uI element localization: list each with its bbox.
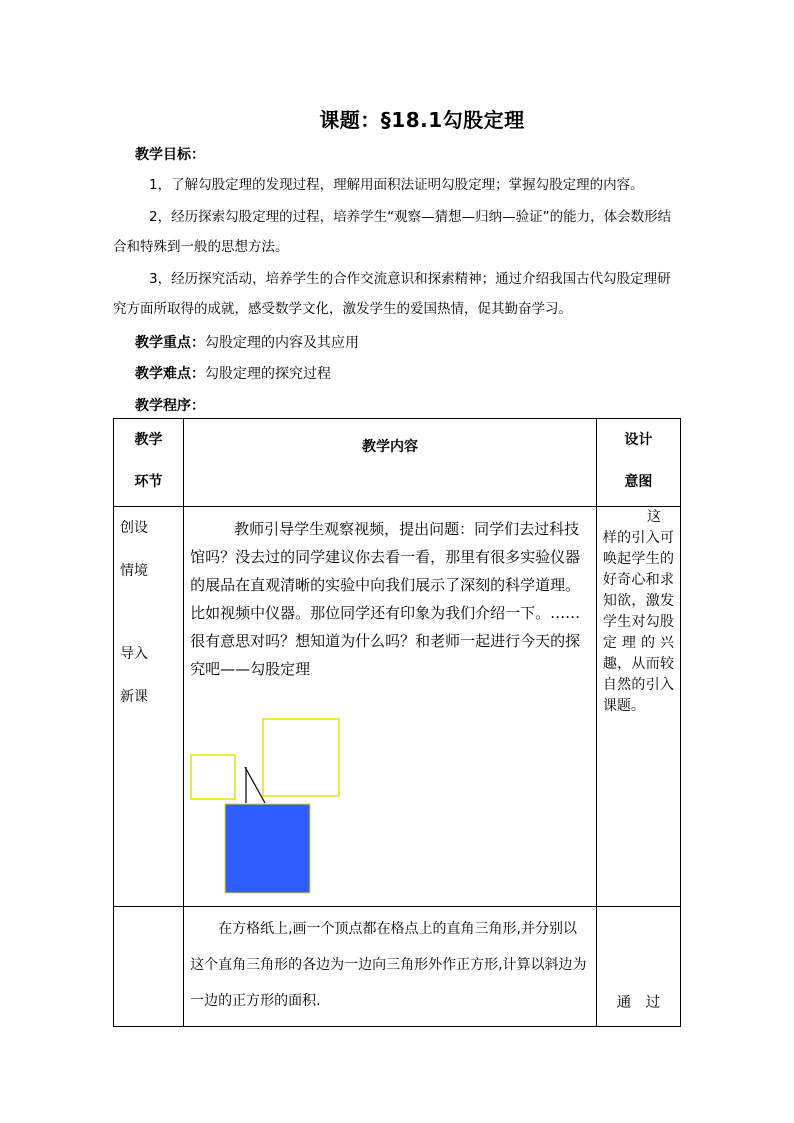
header-design <box>596 419 680 507</box>
difficulty-value: 勾股定理的探究过程 <box>205 366 331 382</box>
header-stage-line2: 环节 <box>134 474 163 490</box>
key-point-value: 勾股定理的内容及其应用 <box>205 335 359 351</box>
objective-2: 2，经历探索勾股定理的过程，培养学生“观察—猜想—归纳—验证”的能力，体会数形结合和特殊到一般的思想方法。 <box>113 209 672 255</box>
difficulty <box>135 363 331 383</box>
design-cell-2: 通 过 <box>596 907 680 1027</box>
table-row <box>114 907 681 1027</box>
blue-square <box>225 804 310 893</box>
content-text: 教师引导学生观察视频，提出问题：同学们去过科技馆吗？没去过的同学建议你去看一看，那里有很多实验仪器的展品在直观清晰的实验中向我们展示了深刻的科学道理。比如视频中仪器。那位同学还有印象为我们介绍一下。…… 很有意思对吗？想知道为什么吗？和老师一起进行今天的探究吧——勾股定理 <box>190 520 581 678</box>
key-point <box>135 332 359 352</box>
header-design-line2: 意图 <box>624 474 653 490</box>
stage-line: 情境 <box>120 563 148 579</box>
content-cell <box>184 507 597 907</box>
stage-cell-empty <box>114 907 184 1027</box>
header-design-line1: 设计 <box>624 432 653 448</box>
stage-line: 新课 <box>120 689 148 705</box>
objective-1: 1，了解勾股定理的发现过程，理解用面积法证明勾股定理；掌握勾股定理的内容。 <box>149 177 644 193</box>
header-stage <box>114 419 184 507</box>
difficulty-label: 教学难点： <box>135 366 205 382</box>
small-square <box>191 755 235 799</box>
page-title: 课题：§18.1勾股定理 <box>319 108 525 132</box>
header-stage-line1: 教学 <box>134 432 163 448</box>
design-text: 这样的引入可唤起学生的好奇心和求知欲，激发学生对勾股定理的兴趣，从而较自然的引入课题。 <box>602 509 674 714</box>
procedure-heading: 教学程序： <box>135 398 205 414</box>
large-square <box>263 719 339 796</box>
squares-figure <box>188 717 348 907</box>
stage-cell <box>114 507 184 907</box>
table-header-row <box>114 419 681 507</box>
stage-line: 导入 <box>120 646 148 662</box>
lesson-table <box>113 418 681 1027</box>
content-cell-2: 在方格纸上,画一个顶点都在格点上的直角三角形,并分别以这个直角三角形的各边为一边向三角形外作正方形,计算以斜边为一边的正方形的面积. <box>184 907 597 1027</box>
objectives-heading: 教学目标： <box>135 147 205 163</box>
header-content: 教学内容 <box>184 419 597 507</box>
triangle-hypotenuse <box>245 767 265 803</box>
table-row <box>114 507 681 907</box>
design-cell <box>596 507 680 907</box>
objective-3: 3，经历探究活动，培养学生的合作交流意识和探索精神；通过介绍我国古代勾股定理研究方面所取得的成就，感受数学文化，激发学生的爱国热情，促其勤奋学习。 <box>113 271 671 317</box>
stage-line: 创设 <box>120 520 148 536</box>
key-point-label: 教学重点： <box>135 335 205 351</box>
